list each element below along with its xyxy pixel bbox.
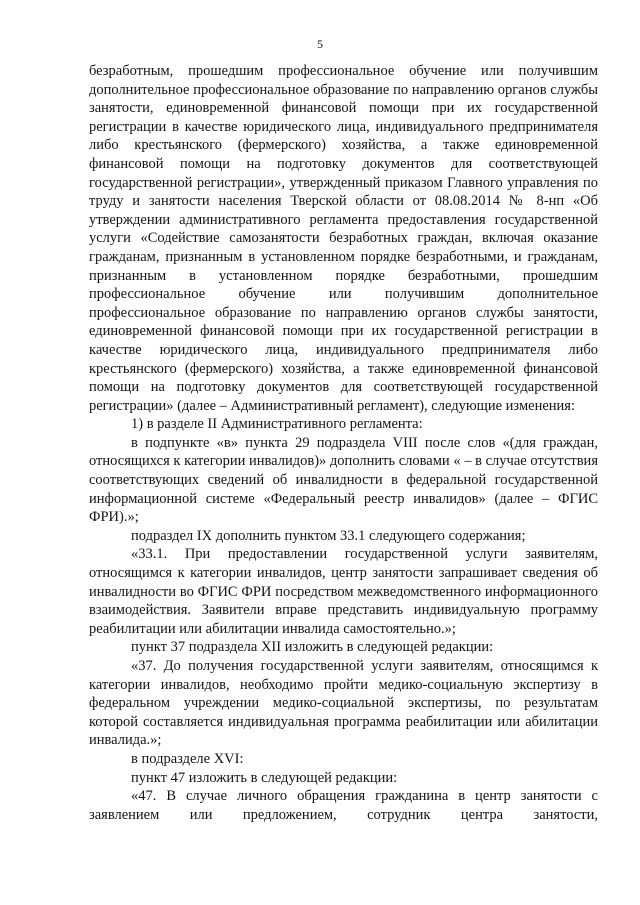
paragraph-section-ii: 1) в разделе II Административного регламента: bbox=[131, 416, 423, 433]
document-body bbox=[89, 62, 598, 824]
paragraph-item-29: в подпункте «в» пункта 29 подраздела VIII после слов «(для граждан, относящихся к категории инвалидов)» дополнить словами « – в случае отсутствия соответствующих сведений об инвалидности в федеральной государственной информационной системе «Федеральный реестр инвалидов» (далее – ФГИС ФРИ).»; bbox=[89, 434, 598, 526]
paragraph-item-33-1: «33.1. При предоставлении государственной услуги заявителям, относящимся к категории инвалидов, центр занятости запрашивает сведения об инвалидности во ФГИС ФРИ посредством межведомственного информационного взаимодействия. Заявители вправе представить индивидуальную программу реабилитации или абилитации инвалида самостоятельно.»; bbox=[89, 546, 598, 637]
paragraph-continuation: безработным, прошедшим профессиональное обучение или получившим дополнительное профессиональное образование по направлению органов службы занятости, единовременной финансовой помощи при их государственной регистрации в качестве юридического лица, индивидуального предпринимателя либо крестьянского (фермерского) хозяйства, а также единовременной финансовой помощи на подготовку документов для соответствующей государственной регистрации», утвержденный приказом Главного управления по труду и занятости населения Тверской области от 08.08.2014 № 8-нп «Об утверждении административного регламента предоставления государственной услуги «Содействие самозанятости безработных граждан, включая оказание гражданам, признанным в установленном порядке безработными, и гражданам, признанным в установленном порядке безработными, прошедшим профессиональное обучение или получившим дополнительное профессиональное образование по направлению органов службы занятости, единовременной финансовой помощи при их государственной регистрации в качестве юридического лица, индивидуального предпринимателя либо крестьянского (фермерского) хозяйства, а также единовременной финансовой помощи на подготовку документов для соответствующей государственной регистрации» (далее – Административный регламент), следующие изменения: bbox=[89, 63, 598, 414]
paragraph-item-37: «37. До получения государственной услуги заявителям, относящимся к категории инвалидов, необходимо пройти медико-социальную экспертизу в федеральном учреждении медико-социальной экспертизы, по результатам которой составляется индивидуальная программа реабилитации или абилитации инвалида.»; bbox=[89, 658, 598, 749]
paragraph-subsection-xvi: в подразделе XVI: bbox=[131, 750, 244, 767]
paragraph-item-47-intro: пункт 47 изложить в следующей редакции: bbox=[131, 769, 398, 786]
paragraph-item-47: «47. В случае личного обращения гражданина в центр занятости с заявлением или предложением, сотрудник центра занятости, bbox=[89, 788, 598, 823]
paragraph-item-37-intro: пункт 37 подраздела XII изложить в следующей редакции: bbox=[131, 639, 494, 656]
page-number: 5 bbox=[317, 37, 323, 51]
paragraph-subsection-ix: подраздел IX дополнить пунктом 33.1 следующего содержания; bbox=[131, 527, 526, 544]
